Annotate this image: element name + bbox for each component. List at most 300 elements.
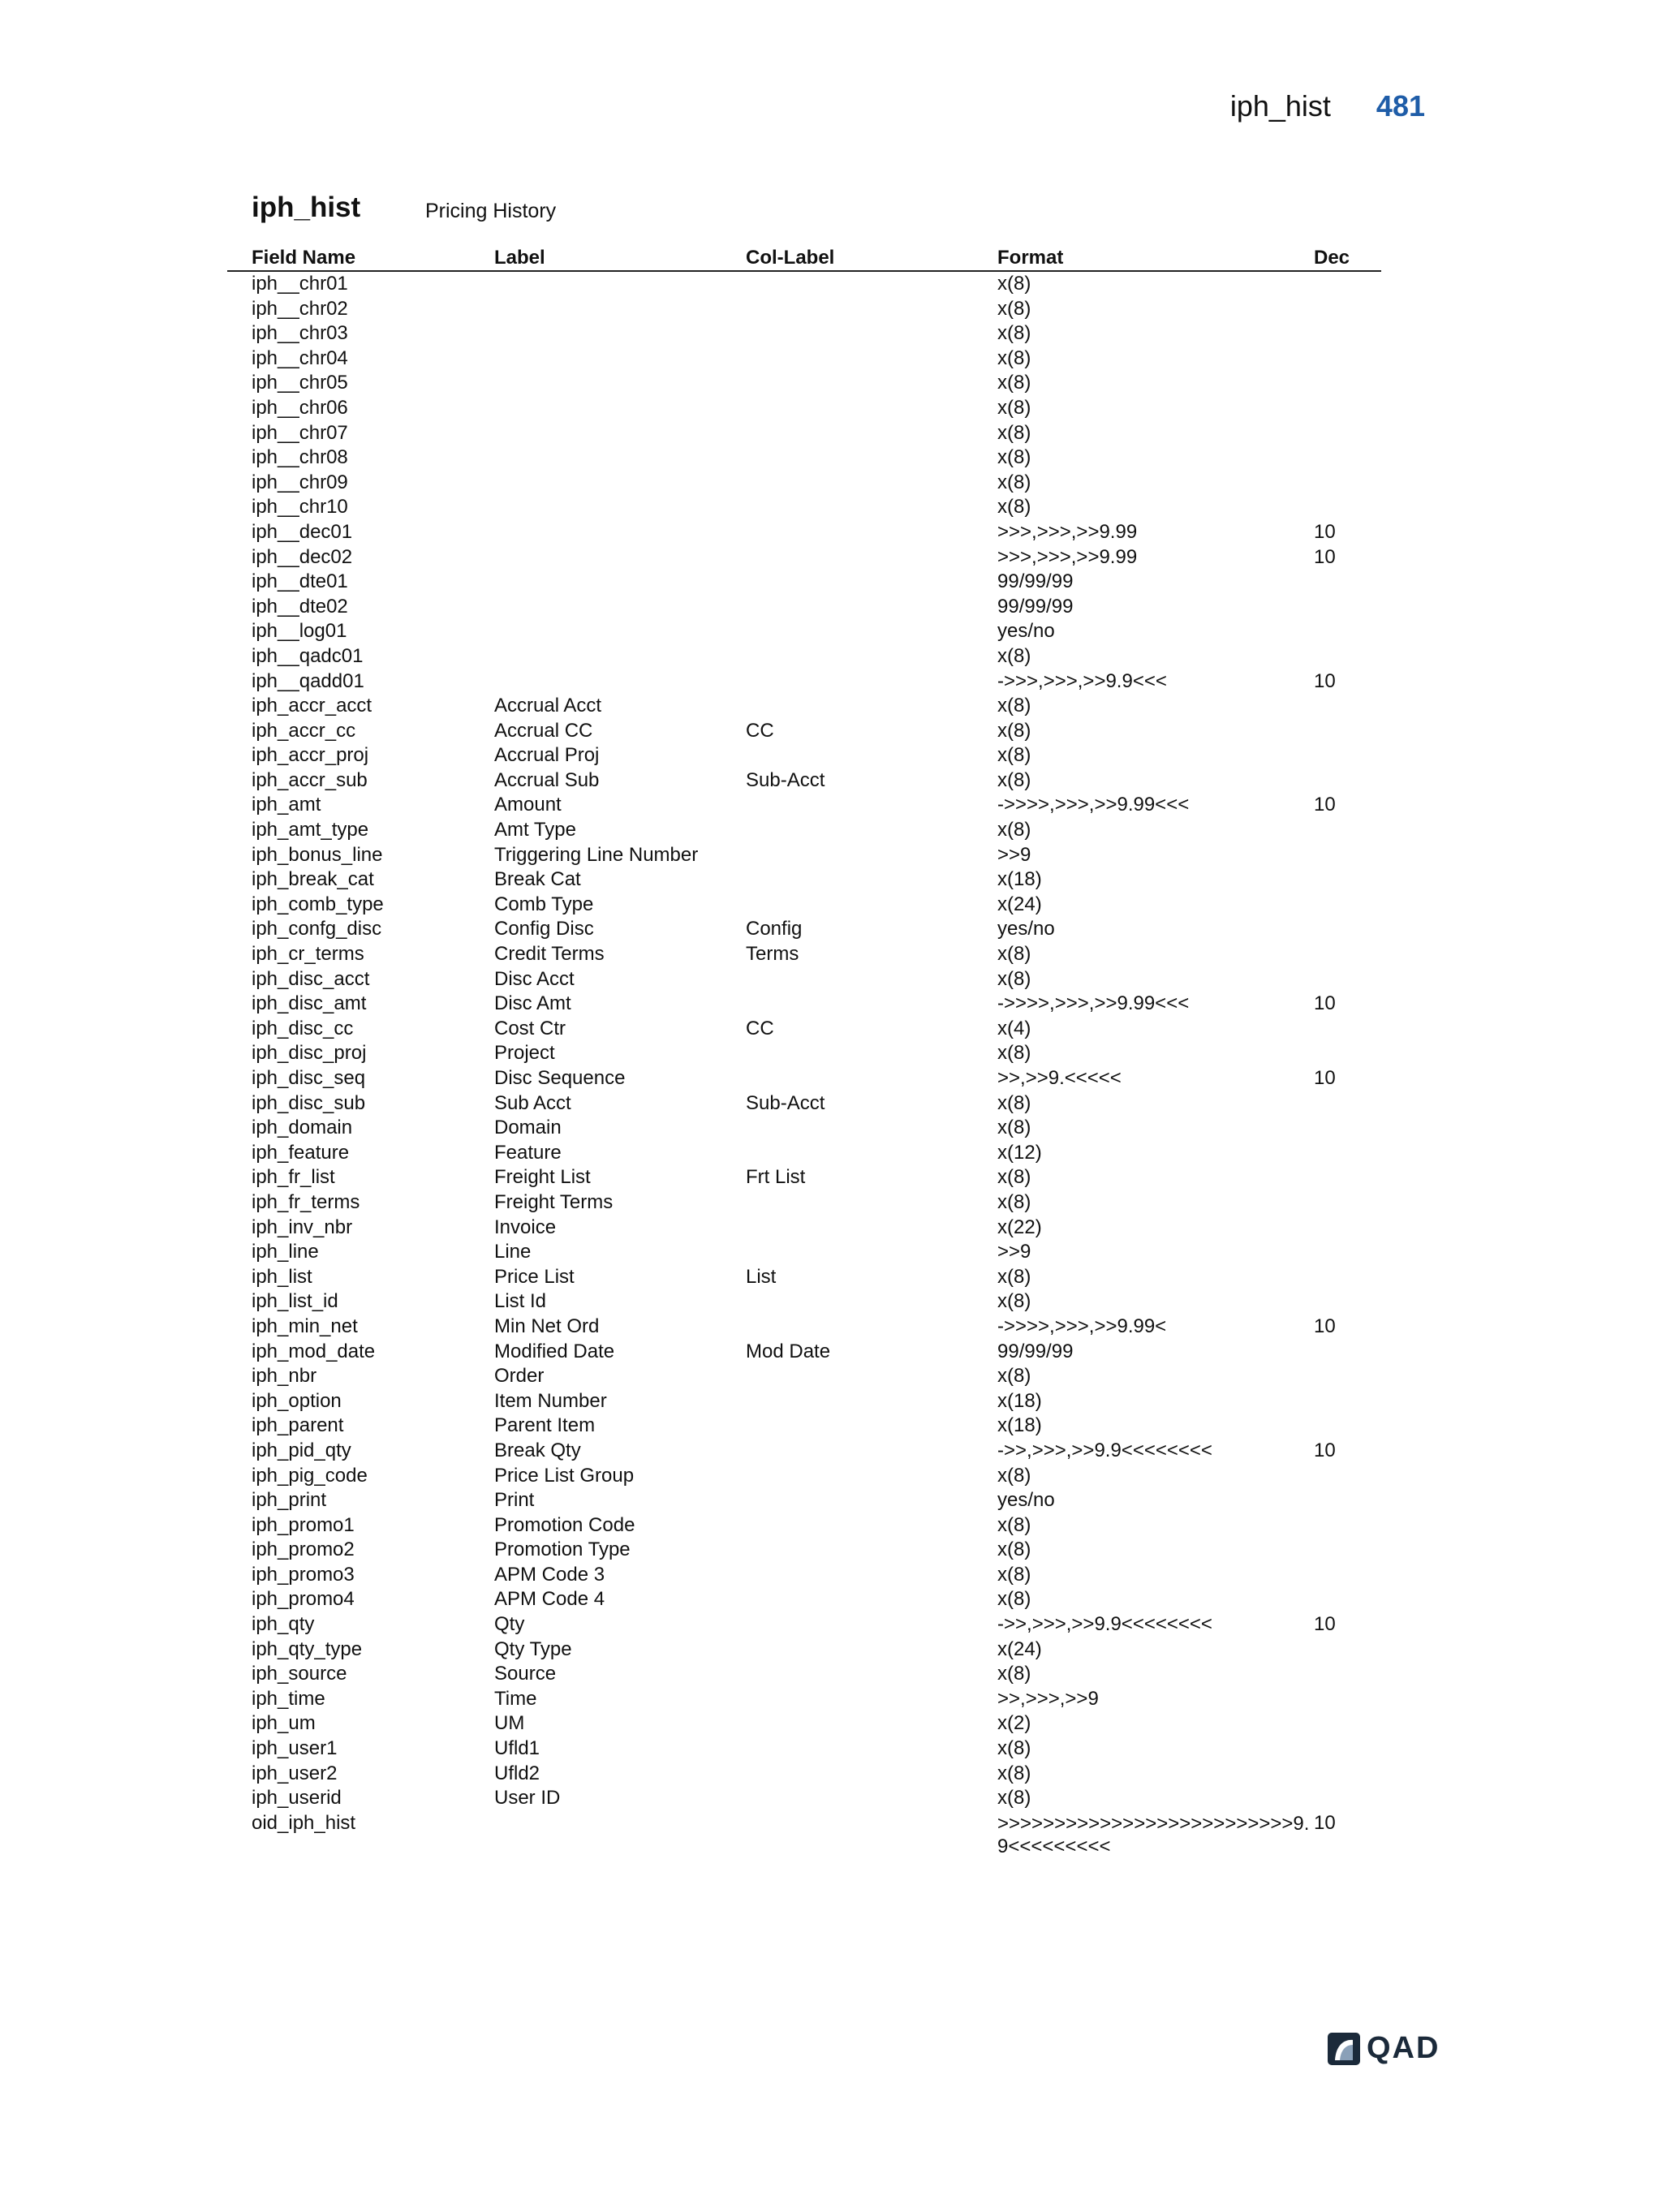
col-label-cell bbox=[746, 520, 997, 545]
field-name-cell: iph_disc_seq bbox=[252, 1067, 366, 1089]
field-name-cell: iph__chr08 bbox=[252, 446, 348, 469]
table-body bbox=[227, 272, 1381, 1858]
table-row bbox=[227, 1612, 1381, 1637]
dec-cell bbox=[1314, 867, 1381, 893]
table-row bbox=[227, 1315, 1381, 1340]
format-cell: x(2) bbox=[997, 1712, 1031, 1735]
table-row bbox=[227, 1066, 1381, 1091]
dec-cell bbox=[1314, 495, 1381, 520]
col-label-cell bbox=[746, 1439, 997, 1464]
col-label-cell bbox=[746, 1289, 997, 1315]
format-cell: x(8) bbox=[997, 768, 1031, 791]
dec-cell bbox=[1314, 619, 1381, 644]
format-cell: x(8) bbox=[997, 1464, 1031, 1487]
label-cell: Qty Type bbox=[494, 1637, 572, 1660]
dec-cell bbox=[1314, 396, 1381, 421]
column-header-format: Format bbox=[997, 247, 1064, 269]
field-name-cell: iph__chr03 bbox=[252, 322, 348, 345]
label-cell: Credit Terms bbox=[494, 943, 605, 966]
col-label-cell bbox=[746, 1762, 997, 1787]
format-cell: x(8) bbox=[997, 744, 1031, 767]
field-name-cell: iph__dte02 bbox=[252, 595, 348, 618]
col-label-cell bbox=[746, 1538, 997, 1563]
running-header-title: iph_hist bbox=[1229, 89, 1331, 123]
table-row bbox=[227, 694, 1381, 719]
table-row bbox=[227, 1637, 1381, 1663]
dec-cell bbox=[1314, 1141, 1381, 1166]
table-row bbox=[227, 893, 1381, 918]
table-row bbox=[227, 768, 1381, 794]
dec-cell bbox=[1314, 471, 1381, 496]
table-row bbox=[227, 1464, 1381, 1489]
table-row bbox=[227, 1563, 1381, 1588]
format-cell: x(8) bbox=[997, 1513, 1031, 1536]
field-name-cell: iph_domain bbox=[252, 1117, 353, 1139]
dec-cell bbox=[1314, 719, 1381, 744]
field-name-cell: iph_amt bbox=[252, 794, 321, 816]
label-cell: Break Cat bbox=[494, 868, 581, 891]
label-cell: Invoice bbox=[494, 1216, 557, 1238]
table-row bbox=[227, 719, 1381, 744]
field-name-cell: iph_mod_date bbox=[252, 1340, 376, 1362]
col-label-cell bbox=[746, 1240, 997, 1265]
label-cell bbox=[494, 321, 746, 346]
col-label-cell bbox=[746, 1141, 997, 1166]
col-label-cell bbox=[746, 545, 997, 570]
dec-cell: 10 bbox=[1314, 1315, 1336, 1337]
col-label-cell: Frt List bbox=[746, 1166, 806, 1189]
field-name-cell: iph_print bbox=[252, 1489, 327, 1512]
label-cell: Freight Terms bbox=[494, 1190, 614, 1213]
field-name-cell: iph_list bbox=[252, 1265, 312, 1288]
field-name-cell: iph_disc_acct bbox=[252, 967, 370, 990]
format-cell: >>,>>9.<<<<< bbox=[997, 1067, 1122, 1089]
label-cell: Break Qty bbox=[494, 1439, 581, 1461]
table-row bbox=[227, 669, 1381, 695]
qad-logo-icon bbox=[1328, 2033, 1360, 2065]
table-row bbox=[227, 1165, 1381, 1190]
qad-logo-text: QAD bbox=[1367, 2031, 1440, 2065]
table-row bbox=[227, 1265, 1381, 1290]
table-row bbox=[227, 297, 1381, 322]
label-cell: APM Code 4 bbox=[494, 1588, 605, 1611]
format-cell: x(8) bbox=[997, 1117, 1031, 1139]
field-name-cell: iph__log01 bbox=[252, 620, 347, 643]
col-label-cell: Mod Date bbox=[746, 1340, 831, 1362]
format-cell: x(8) bbox=[997, 1787, 1031, 1810]
dec-cell bbox=[1314, 694, 1381, 719]
table-row bbox=[227, 321, 1381, 346]
format-cell: ->>>>,>>>,>>9.99<<< bbox=[997, 794, 1190, 816]
format-cell: ->>>>,>>>,>>9.99< bbox=[997, 1315, 1167, 1337]
field-name-cell: iph_bonus_line bbox=[252, 843, 383, 866]
label-cell bbox=[494, 495, 746, 520]
format-cell: x(8) bbox=[997, 396, 1031, 419]
label-cell: Feature bbox=[494, 1141, 562, 1164]
table-row bbox=[227, 495, 1381, 520]
field-name-cell: iph__chr07 bbox=[252, 421, 348, 444]
format-cell: x(12) bbox=[997, 1141, 1042, 1164]
field-name-cell: iph_min_net bbox=[252, 1315, 358, 1337]
field-name-cell: iph__chr10 bbox=[252, 496, 348, 519]
col-label-cell: List bbox=[746, 1265, 777, 1288]
col-label-cell bbox=[746, 570, 997, 595]
format-cell: x(8) bbox=[997, 471, 1031, 493]
label-cell: Item Number bbox=[494, 1389, 607, 1412]
field-name-cell: iph_promo3 bbox=[252, 1563, 355, 1586]
label-cell: Ufld1 bbox=[494, 1737, 540, 1760]
col-label-cell bbox=[746, 1587, 997, 1612]
dec-cell bbox=[1314, 1538, 1381, 1563]
format-cell: >>>,>>>,>>9.99 bbox=[997, 520, 1138, 543]
table-row bbox=[227, 1414, 1381, 1439]
label-cell bbox=[494, 570, 746, 595]
field-name-cell: iph_pid_qty bbox=[252, 1439, 351, 1461]
label-cell: APM Code 3 bbox=[494, 1563, 605, 1586]
dec-cell: 10 bbox=[1314, 992, 1336, 1015]
col-label-cell bbox=[746, 1687, 997, 1712]
label-cell: Config Disc bbox=[494, 918, 594, 940]
table-row bbox=[227, 1141, 1381, 1166]
format-cell: x(8) bbox=[997, 719, 1031, 742]
label-cell: Print bbox=[494, 1489, 535, 1512]
dec-cell bbox=[1314, 1488, 1381, 1513]
field-name-cell: iph_fr_list bbox=[252, 1166, 335, 1189]
label-cell: Domain bbox=[494, 1117, 562, 1139]
col-label-cell bbox=[746, 297, 997, 322]
dec-cell bbox=[1314, 1762, 1381, 1787]
field-name-cell: iph_disc_amt bbox=[252, 992, 367, 1015]
table-row bbox=[227, 1116, 1381, 1141]
format-cell: x(8) bbox=[997, 1762, 1031, 1784]
column-header-dec: Dec bbox=[1314, 247, 1350, 269]
table-row bbox=[227, 867, 1381, 893]
col-label-cell bbox=[746, 1315, 997, 1340]
format-cell: x(8) bbox=[997, 346, 1031, 369]
dec-cell bbox=[1314, 1687, 1381, 1712]
col-label-cell: Sub-Acct bbox=[746, 1091, 825, 1114]
field-name-cell: iph_inv_nbr bbox=[252, 1216, 353, 1238]
format-cell: x(8) bbox=[997, 1539, 1031, 1561]
format-cell: x(8) bbox=[997, 1663, 1031, 1685]
table-row bbox=[227, 1439, 1381, 1464]
format-cell: x(8) bbox=[997, 322, 1031, 345]
table-row bbox=[227, 1762, 1381, 1787]
format-cell: ->>,>>>,>>9.9<<<<<<<< bbox=[997, 1613, 1212, 1636]
table-row bbox=[227, 1240, 1381, 1265]
column-header-field-name: Field Name bbox=[252, 247, 356, 269]
col-label-cell bbox=[746, 1190, 997, 1216]
col-label-cell: Config bbox=[746, 918, 803, 940]
label-cell: Freight List bbox=[494, 1166, 591, 1189]
field-name-cell: iph_fr_terms bbox=[252, 1190, 360, 1213]
field-name-cell: iph__dec01 bbox=[252, 520, 353, 543]
label-cell: Qty bbox=[494, 1613, 525, 1636]
field-table bbox=[227, 242, 1381, 1858]
dec-cell bbox=[1314, 1464, 1381, 1489]
qad-logo bbox=[1328, 2031, 1440, 2066]
format-cell: x(8) bbox=[997, 273, 1031, 295]
field-name-cell: iph__chr01 bbox=[252, 273, 348, 295]
table-description: Pricing History bbox=[425, 200, 557, 222]
field-name-cell: iph__dte01 bbox=[252, 570, 348, 593]
col-label-cell bbox=[746, 1389, 997, 1414]
col-label-cell bbox=[746, 1786, 997, 1811]
label-cell: Source bbox=[494, 1663, 557, 1685]
format-cell: yes/no bbox=[997, 620, 1055, 643]
format-cell: x(8) bbox=[997, 1166, 1031, 1189]
label-cell: Disc Acct bbox=[494, 967, 575, 990]
col-label-cell bbox=[746, 1414, 997, 1439]
format-cell: x(24) bbox=[997, 1637, 1042, 1660]
format-cell: x(8) bbox=[997, 1190, 1031, 1213]
col-label-cell: CC bbox=[746, 719, 774, 742]
table-row bbox=[227, 346, 1381, 372]
field-name-cell: iph_list_id bbox=[252, 1290, 338, 1313]
field-name-cell: iph__chr09 bbox=[252, 471, 348, 493]
col-label-cell bbox=[746, 843, 997, 868]
label-cell: List Id bbox=[494, 1290, 547, 1313]
table-row bbox=[227, 1190, 1381, 1216]
dec-cell bbox=[1314, 1736, 1381, 1762]
field-name-cell: iph_promo2 bbox=[252, 1539, 355, 1561]
table-row bbox=[227, 619, 1381, 644]
table-row bbox=[227, 1662, 1381, 1687]
field-name-cell: iph__dec02 bbox=[252, 545, 353, 568]
running-header bbox=[1230, 89, 1425, 123]
col-label-cell bbox=[746, 1711, 997, 1736]
format-cell: x(8) bbox=[997, 496, 1031, 519]
format-cell: ->>>,>>>,>>9.9<<< bbox=[997, 669, 1167, 692]
field-name-cell: iph_nbr bbox=[252, 1365, 317, 1388]
table-row bbox=[227, 1811, 1381, 1858]
col-label-cell bbox=[746, 1612, 997, 1637]
col-label-cell bbox=[746, 1513, 997, 1539]
dec-cell bbox=[1314, 570, 1381, 595]
dec-cell bbox=[1314, 1786, 1381, 1811]
dec-cell bbox=[1314, 1711, 1381, 1736]
dec-cell bbox=[1314, 917, 1381, 942]
field-name-cell: iph_break_cat bbox=[252, 868, 374, 891]
table-row bbox=[227, 272, 1381, 297]
field-name-cell: iph__chr06 bbox=[252, 396, 348, 419]
table-row bbox=[227, 644, 1381, 669]
col-label-cell bbox=[746, 743, 997, 768]
label-cell: Disc Amt bbox=[494, 992, 571, 1015]
format-cell: x(22) bbox=[997, 1216, 1042, 1238]
table-row bbox=[227, 595, 1381, 620]
label-cell bbox=[494, 272, 746, 297]
label-cell bbox=[494, 545, 746, 570]
format-cell: 99/99/99 bbox=[997, 1340, 1074, 1362]
dec-cell: 10 bbox=[1314, 520, 1336, 543]
col-label-cell bbox=[746, 371, 997, 396]
col-label-cell bbox=[746, 1563, 997, 1588]
format-cell: x(8) bbox=[997, 819, 1031, 841]
label-cell: Comb Type bbox=[494, 893, 594, 915]
format-cell: >>,>>>,>>9 bbox=[997, 1687, 1099, 1710]
field-name-cell: iph_pig_code bbox=[252, 1464, 368, 1487]
col-label-cell: CC bbox=[746, 1017, 774, 1039]
dec-cell bbox=[1314, 1091, 1381, 1117]
dec-cell bbox=[1314, 843, 1381, 868]
label-cell: Ufld2 bbox=[494, 1762, 540, 1784]
dec-cell bbox=[1314, 743, 1381, 768]
field-name-cell: iph_source bbox=[252, 1663, 347, 1685]
table-row bbox=[227, 1041, 1381, 1066]
format-cell: ->>,>>>,>>9.9<<<<<<<< bbox=[997, 1439, 1212, 1461]
col-label-cell bbox=[746, 1041, 997, 1066]
field-name-cell: iph_disc_cc bbox=[252, 1017, 354, 1039]
table-row bbox=[227, 1091, 1381, 1117]
field-name-cell: iph_line bbox=[252, 1241, 319, 1263]
col-label-cell bbox=[746, 1488, 997, 1513]
col-label-cell: Sub-Acct bbox=[746, 768, 825, 791]
dec-cell bbox=[1314, 1662, 1381, 1687]
dec-cell bbox=[1314, 1265, 1381, 1290]
format-cell: >>>>>>>>>>>>>>>>>>>>>>>>>>9.9<<<<<<<<< bbox=[997, 1812, 1310, 1857]
dec-cell bbox=[1314, 1414, 1381, 1439]
field-name-cell: iph_feature bbox=[252, 1141, 350, 1164]
table-row bbox=[227, 1786, 1381, 1811]
dec-cell bbox=[1314, 1563, 1381, 1588]
dec-cell bbox=[1314, 346, 1381, 372]
format-cell: x(8) bbox=[997, 421, 1031, 444]
dec-cell bbox=[1314, 272, 1381, 297]
table-row bbox=[227, 1364, 1381, 1389]
format-cell: x(24) bbox=[997, 893, 1042, 915]
table-row bbox=[227, 1513, 1381, 1539]
field-name-cell: iph__chr02 bbox=[252, 297, 348, 320]
field-name-cell: iph_userid bbox=[252, 1787, 342, 1810]
dec-cell bbox=[1314, 1513, 1381, 1539]
col-label-cell bbox=[746, 619, 997, 644]
col-label-cell bbox=[746, 694, 997, 719]
col-label-cell bbox=[746, 1116, 997, 1141]
col-label-cell bbox=[746, 1736, 997, 1762]
label-cell: Sub Acct bbox=[494, 1091, 571, 1114]
label-cell: Promotion Code bbox=[494, 1513, 635, 1536]
field-name-cell: iph_accr_proj bbox=[252, 744, 369, 767]
table-row bbox=[227, 1538, 1381, 1563]
label-cell bbox=[494, 396, 746, 421]
table-row bbox=[227, 967, 1381, 992]
field-name-cell: iph_qty_type bbox=[252, 1637, 363, 1660]
dec-cell bbox=[1314, 321, 1381, 346]
col-label-cell bbox=[746, 818, 997, 843]
format-cell: x(8) bbox=[997, 1042, 1031, 1065]
label-cell bbox=[494, 520, 746, 545]
field-name-cell: iph_comb_type bbox=[252, 893, 384, 915]
field-name-cell: iph_disc_proj bbox=[252, 1042, 367, 1065]
format-cell: ->>>>,>>>,>>9.99<<< bbox=[997, 992, 1190, 1015]
dec-cell: 10 bbox=[1314, 1067, 1336, 1089]
format-cell: x(4) bbox=[997, 1017, 1031, 1039]
dec-cell bbox=[1314, 1017, 1381, 1042]
label-cell: Line bbox=[494, 1241, 532, 1263]
label-cell: Price List Group bbox=[494, 1464, 635, 1487]
format-cell: x(8) bbox=[997, 297, 1031, 320]
label-cell: Promotion Type bbox=[494, 1539, 631, 1561]
field-name-cell: iph_time bbox=[252, 1687, 325, 1710]
field-name-cell: iph_promo4 bbox=[252, 1588, 355, 1611]
label-cell: Accrual Sub bbox=[494, 768, 600, 791]
col-label-cell bbox=[746, 893, 997, 918]
format-cell: x(8) bbox=[997, 446, 1031, 469]
label-cell bbox=[494, 644, 746, 669]
format-cell: >>9 bbox=[997, 843, 1031, 866]
format-cell: x(18) bbox=[997, 1414, 1042, 1437]
label-cell bbox=[494, 371, 746, 396]
dec-cell bbox=[1314, 1116, 1381, 1141]
field-name-cell: iph_confg_disc bbox=[252, 918, 382, 940]
table-row bbox=[227, 1389, 1381, 1414]
field-name-cell: iph_accr_acct bbox=[252, 695, 372, 717]
field-name-cell: oid_iph_hist bbox=[252, 1811, 356, 1834]
format-cell: x(8) bbox=[997, 1091, 1031, 1114]
col-label-cell bbox=[746, 669, 997, 695]
format-cell: >>9 bbox=[997, 1241, 1031, 1263]
dec-cell bbox=[1314, 1041, 1381, 1066]
label-cell bbox=[494, 669, 746, 695]
table-row bbox=[227, 471, 1381, 496]
col-label-cell bbox=[746, 445, 997, 471]
dec-cell bbox=[1314, 768, 1381, 794]
label-cell: Parent Item bbox=[494, 1414, 596, 1437]
table-row bbox=[227, 992, 1381, 1017]
dec-cell bbox=[1314, 644, 1381, 669]
format-cell: yes/no bbox=[997, 1489, 1055, 1512]
dec-cell bbox=[1314, 1216, 1381, 1241]
col-label-cell bbox=[746, 321, 997, 346]
table-row bbox=[227, 1340, 1381, 1365]
format-cell: 99/99/99 bbox=[997, 595, 1074, 618]
label-cell: Disc Sequence bbox=[494, 1067, 626, 1089]
table-header bbox=[227, 242, 1381, 272]
col-label-cell bbox=[746, 967, 997, 992]
table-row bbox=[227, 1736, 1381, 1762]
dec-cell bbox=[1314, 818, 1381, 843]
label-cell: Min Net Ord bbox=[494, 1315, 600, 1337]
table-row bbox=[227, 545, 1381, 570]
table-row bbox=[227, 1488, 1381, 1513]
dec-cell bbox=[1314, 942, 1381, 967]
table-row bbox=[227, 843, 1381, 868]
format-cell: x(8) bbox=[997, 695, 1031, 717]
dec-cell bbox=[1314, 1289, 1381, 1315]
col-label-cell bbox=[746, 1066, 997, 1091]
label-cell: Time bbox=[494, 1687, 537, 1710]
col-label-cell bbox=[746, 644, 997, 669]
table-row bbox=[227, 818, 1381, 843]
format-cell: x(8) bbox=[997, 1588, 1031, 1611]
format-cell: >>>,>>>,>>9.99 bbox=[997, 545, 1138, 568]
dec-cell bbox=[1314, 1587, 1381, 1612]
col-label-cell bbox=[746, 1811, 997, 1858]
field-name-cell: iph_promo1 bbox=[252, 1513, 355, 1536]
format-cell: 99/99/99 bbox=[997, 570, 1074, 593]
col-label-cell: Terms bbox=[746, 943, 799, 966]
col-label-cell bbox=[746, 793, 997, 818]
table-row bbox=[227, 396, 1381, 421]
field-name-cell: iph_amt_type bbox=[252, 819, 369, 841]
field-name-cell: iph__qadd01 bbox=[252, 669, 364, 692]
field-name-cell: iph__chr04 bbox=[252, 346, 348, 369]
col-label-cell bbox=[746, 1364, 997, 1389]
table-name: iph_hist bbox=[252, 192, 361, 223]
label-cell: UM bbox=[494, 1712, 525, 1735]
dec-cell bbox=[1314, 1190, 1381, 1216]
